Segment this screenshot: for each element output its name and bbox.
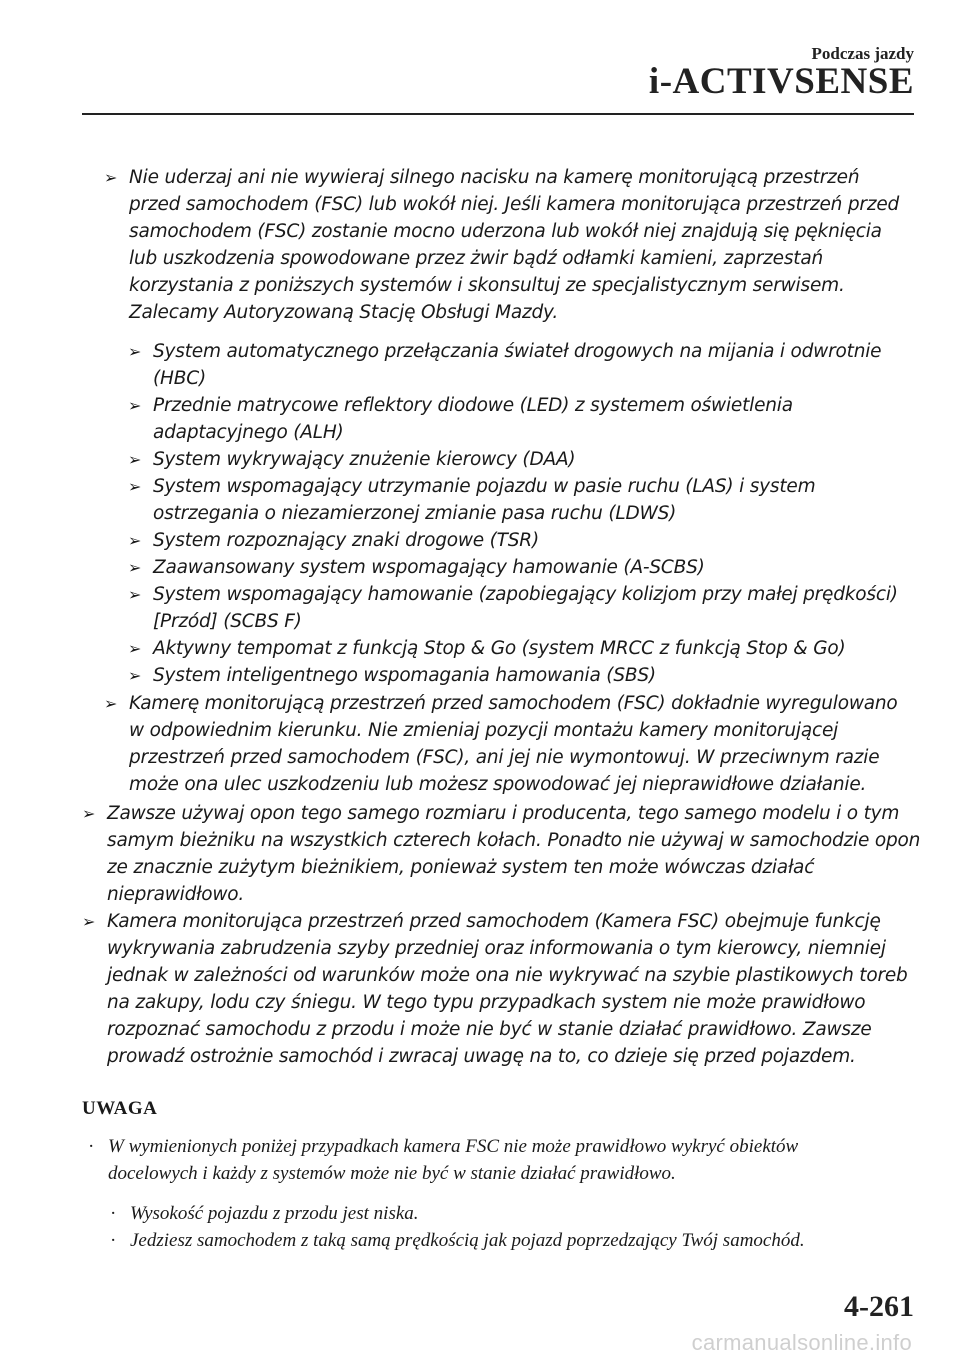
list-item: ➢ Kamerę monitorującą przestrzeń przed samochodem (FSC) dokładnie wyregulowano w odpowiednim kierunku. Nie zmieniaj pozycji montażu kamery monitorującej przestrzeń przed samochodem (FSC), ani jej nie wymontowuj. W przeciwnym razie może ona ulec uszkodzeniu lub możesz spowodować jej nieprawidłowe działanie. <box>104 690 904 798</box>
list-item: ➢ Zawsze używaj opon tego samego rozmiaru i producenta, tego samego modelu i o tym samym bieżniku na wszystkich czterech kołach. Ponadto nie używaj w samochodzie opon ze znacznie zużytym bieżnikiem, ponieważ system ten może wówczas działać nieprawidłowo. <box>82 800 922 908</box>
header-divider <box>82 113 914 115</box>
arrowhead-icon: ➢ <box>104 168 118 187</box>
note-item: · Wysokość pojazdu z przodu jest niska. <box>110 1200 870 1227</box>
list-item: ➢ Zaawansowany system wspomagający hamowanie (A-SCBS) <box>128 554 908 581</box>
list-item: ➢ System rozpoznający znaki drogowe (TSR) <box>128 527 908 554</box>
arrowhead-icon: ➢ <box>128 396 142 415</box>
list-item: ➢ System wykrywający znużenie kierowcy (DAA) <box>128 446 908 473</box>
chapter-title: i-ACTIVSENSE <box>648 61 914 102</box>
arrowhead-icon: ➢ <box>128 639 142 658</box>
arrowhead-icon: ➢ <box>128 450 142 469</box>
section-title: Podczas jazdy <box>811 44 914 63</box>
bullet-dot-icon: · <box>110 1230 117 1251</box>
arrowhead-icon: ➢ <box>128 342 142 361</box>
arrowhead-icon: ➢ <box>104 694 118 713</box>
list-item: ➢ System automatycznego przełączania świateł drogowych na mijania i odwrotnie (HBC) <box>128 338 908 392</box>
arrowhead-icon: ➢ <box>128 477 142 496</box>
note-item: · W wymienionych poniżej przypadkach kamera FSC nie może prawidłowo wykryć obiektów docelowych i każdy z systemów może nie być w stanie działać prawidłowo. <box>88 1133 888 1187</box>
bullet-dot-icon: · <box>88 1136 95 1157</box>
list-item: ➢ Kamera monitorująca przestrzeń przed samochodem (Kamera FSC) obejmuje funkcję wykrywania zabrudzenia szyby przedniej oraz informowania o tym kierowcy, niemniej jednak w zależności od warunków może ona nie wykrywać na szybie plastikowych toreb na zakupy, lodu czy śniegu. W tego typu przypadkach system nie może prawidłowo rozpoznać samochodu z przodu i może nie być w stanie działać prawidłowo. Zawsze prowadź ostrożnie samochód i zwracaj uwagę na to, co dzieje się przed pojazdem. <box>82 908 922 1070</box>
arrowhead-icon: ➢ <box>128 531 142 550</box>
note-heading: UWAGA <box>82 1098 158 1119</box>
watermark: carmanualsonline.info <box>691 1330 912 1355</box>
note-item: · Jedziesz samochodem z taką samą prędkością jak pojazd poprzedzający Twój samochód. <box>110 1227 870 1254</box>
list-item: ➢ Nie uderzaj ani nie wywieraj silnego nacisku na kamerę monitorującą przestrzeń przed samochodem (FSC) lub wokół niej. Jeśli kamera monitorująca przestrzeń przed samochodem (FSC) zostanie mocno uderzona lub wokół niej znajdują się pęknięcia lub uszkodzenia spowodowane przez żwir bądź odłamki kamieni, zaprzestań korzystania z poniższych systemów i skonsultuj ze specjalistycznym serwisem. Zalecamy Autoryzowaną Stację Obsługi Mazdy. <box>104 164 904 326</box>
list-item: ➢ System inteligentnego wspomagania hamowania (SBS) <box>128 662 908 689</box>
arrowhead-icon: ➢ <box>82 912 96 931</box>
bullet-dot-icon: · <box>110 1203 117 1224</box>
list-item: ➢ Przednie matrycowe reflektory diodowe (LED) z systemem oświetlenia adaptacyjnego (ALH) <box>128 392 908 446</box>
list-item: ➢ Aktywny tempomat z funkcją Stop & Go (system MRCC z funkcją Stop & Go) <box>128 635 908 662</box>
arrowhead-icon: ➢ <box>128 558 142 577</box>
page-number: 4-261 <box>844 1290 914 1323</box>
list-item: ➢ System wspomagający utrzymanie pojazdu w pasie ruchu (LAS) i system ostrzegania o niezamierzonej zmianie pasa ruchu (LDWS) <box>128 473 908 527</box>
list-item: ➢ System wspomagający hamowanie (zapobiegający kolizjom przy małej prędkości) [Przód] (SCBS F) <box>128 581 908 635</box>
arrowhead-icon: ➢ <box>82 804 96 823</box>
arrowhead-icon: ➢ <box>128 666 142 685</box>
arrowhead-icon: ➢ <box>128 585 142 604</box>
